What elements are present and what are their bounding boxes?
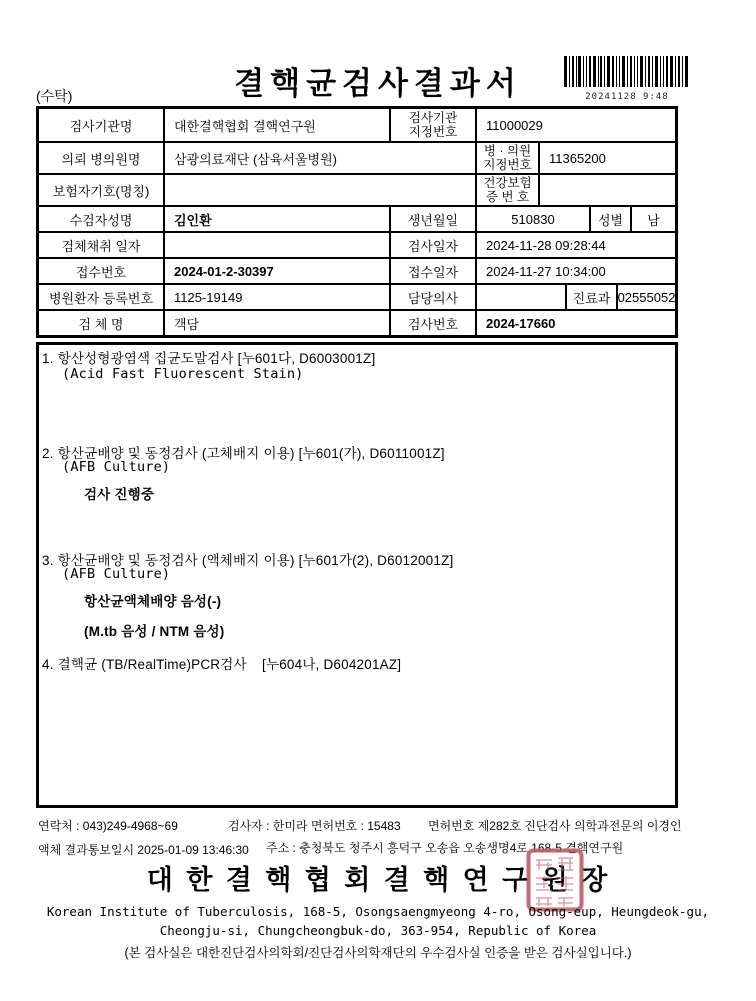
hospital-regno-label [475, 143, 538, 173]
result-item3-result-detail: (M.tb 음성 / NTM 음성) [84, 624, 225, 639]
org-regno-label [389, 109, 475, 141]
doctor-value [475, 285, 565, 309]
birthdate-label: 생년월일 [389, 207, 475, 231]
health-insurance-label-line1: 건강보험 [483, 176, 532, 190]
hospital-regno-label-line2: 지정번호 [483, 158, 532, 172]
footer-address: 주소 : 충청북도 청주시 흥덕구 오송읍 오송생명4로 168-5 결핵연구원 [266, 841, 624, 855]
barcode [564, 56, 690, 102]
english-address-line2: Cheongju-si, Chungcheongbuk-do, 363-954, Republic of Korea [159, 923, 597, 938]
receipt-no-label: 접수번호 [75, 264, 127, 280]
insurer-label: 보험자기호(명칭) [52, 183, 150, 199]
department-value: 02555052 [616, 285, 675, 309]
receipt-date-value: 2024-11-27 10:34:00 [475, 259, 675, 283]
inspection-org-value: 대한결핵협회 결핵연구원 [163, 109, 389, 141]
receipt-no-value: 2024-01-2-30397 [163, 259, 389, 283]
patient-id-value: 1125-19149 [163, 285, 389, 309]
requesting-hospital-value: 삼광의료재단 (삼육서울병원) [163, 143, 475, 173]
result-item1-subtitle: (Acid Fast Fluorescent Stain) [62, 366, 304, 382]
receipt-date-label: 접수일자 [389, 259, 475, 283]
barcode-number: 20241128 9:48 [585, 92, 669, 102]
result-item2-title: 2. 항산균배양 및 동정검사 (고체배지 이용) [누601(가), D6011001Z] [42, 446, 445, 461]
footer-examiner: 검사자 : 한미라 면허번호 : 15483 [228, 819, 401, 833]
org-regno-label-line2: 지정번호 [408, 125, 458, 139]
english-address-line1: Korean Institute of Tuberculosis, 168-5, Osongsaengmyeong 4-ro, Osong-eup, Heungdeok-gu, [46, 904, 710, 919]
seal-icon [526, 848, 584, 912]
footer-liquid-report-datetime: 액체 결과통보일시 2025-01-09 13:46:30 [38, 843, 249, 857]
doctor-label: 담당의사 [389, 285, 475, 309]
table-row-inspection-org [39, 109, 675, 141]
hospital-regno-label-line1: 병 · 의원 [483, 144, 532, 158]
org-regno-label-line1: 검사기관 [408, 111, 458, 125]
result-item4-code: [누604나, D604201AZ] [262, 657, 402, 672]
sex-label: 성별 [589, 207, 630, 231]
specimen-label: 검 체 명 [78, 316, 124, 332]
test-no-value: 2024-17660 [475, 311, 675, 335]
health-insurance-no-value [538, 175, 675, 205]
barcode-bars-icon [564, 56, 690, 87]
table-row-specimen [39, 309, 675, 335]
org-regno-value: 11000029 [475, 109, 675, 141]
sex-value: 남 [630, 207, 675, 231]
consignment-label: (수탁) [36, 88, 73, 104]
patient-info-table [36, 106, 678, 338]
inspection-org-label: 검사기관명 [69, 118, 133, 134]
result-item1-title: 1. 항산성형광염색 집균도말검사 [누601다, D6003001Z] [42, 351, 376, 366]
table-row-insurer [39, 173, 675, 205]
examinee-label: 수검자성명 [69, 212, 133, 228]
examinee-name-value: 김인환 [163, 207, 389, 231]
birthdate-value: 510830 [475, 207, 589, 231]
hospital-regno-value: 11365200 [538, 143, 675, 173]
document-title: 결핵균검사결과서 [234, 66, 522, 102]
health-insurance-label-line2: 증 번 호 [485, 190, 530, 204]
test-date-label: 검사일자 [389, 233, 475, 257]
official-seal-stamp [526, 848, 584, 912]
insurer-value [163, 175, 475, 205]
table-row-patient-id [39, 283, 675, 309]
result-item3-subtitle: (AFB Culture) [62, 566, 171, 582]
result-item4-title: 4. 결핵균 (TB/RealTime)PCR검사 [42, 657, 247, 672]
table-row-requesting-hospital [39, 141, 675, 173]
test-date-value: 2024-11-28 09:28:44 [475, 233, 675, 257]
issuing-org-title: 대 한 결 핵 협 회 결 핵 연 구 원 장 [146, 865, 610, 896]
table-row-receipt-no [39, 257, 675, 283]
footer-license: 면허번호 제282호 진단검사 의학과전문의 이경인 [428, 819, 682, 833]
department-label: 진료과 [565, 285, 616, 309]
health-insurance-no-label [475, 175, 538, 205]
result-item2-result: 검사 진행중 [84, 487, 155, 502]
result-item3-title: 3. 항산균배양 및 동정검사 (액체배지 이용) [누601가(2), D6012001Z] [42, 553, 454, 568]
test-no-label: 검사번호 [389, 311, 475, 335]
result-item3-result: 항산균액체배양 음성(-) [84, 594, 222, 609]
patient-id-label: 병원환자 등록번호 [48, 290, 154, 306]
footer-contact: 연락처 : 043)249-4968~69 [38, 819, 178, 833]
result-item2-subtitle: (AFB Culture) [62, 459, 171, 475]
table-row-collection-date [39, 231, 675, 257]
accreditation-note: (본 검사실은 대한진단검사의학회/진단검사의학재단의 우수검사실 인증을 받은 검사실입니다.) [124, 946, 632, 960]
collection-date-value [163, 233, 389, 257]
specimen-value: 객담 [163, 311, 389, 335]
collection-date-label: 검체채취 일자 [61, 238, 141, 254]
table-row-examinee [39, 205, 675, 231]
requesting-hospital-label: 의뢰 병의원명 [61, 151, 141, 167]
